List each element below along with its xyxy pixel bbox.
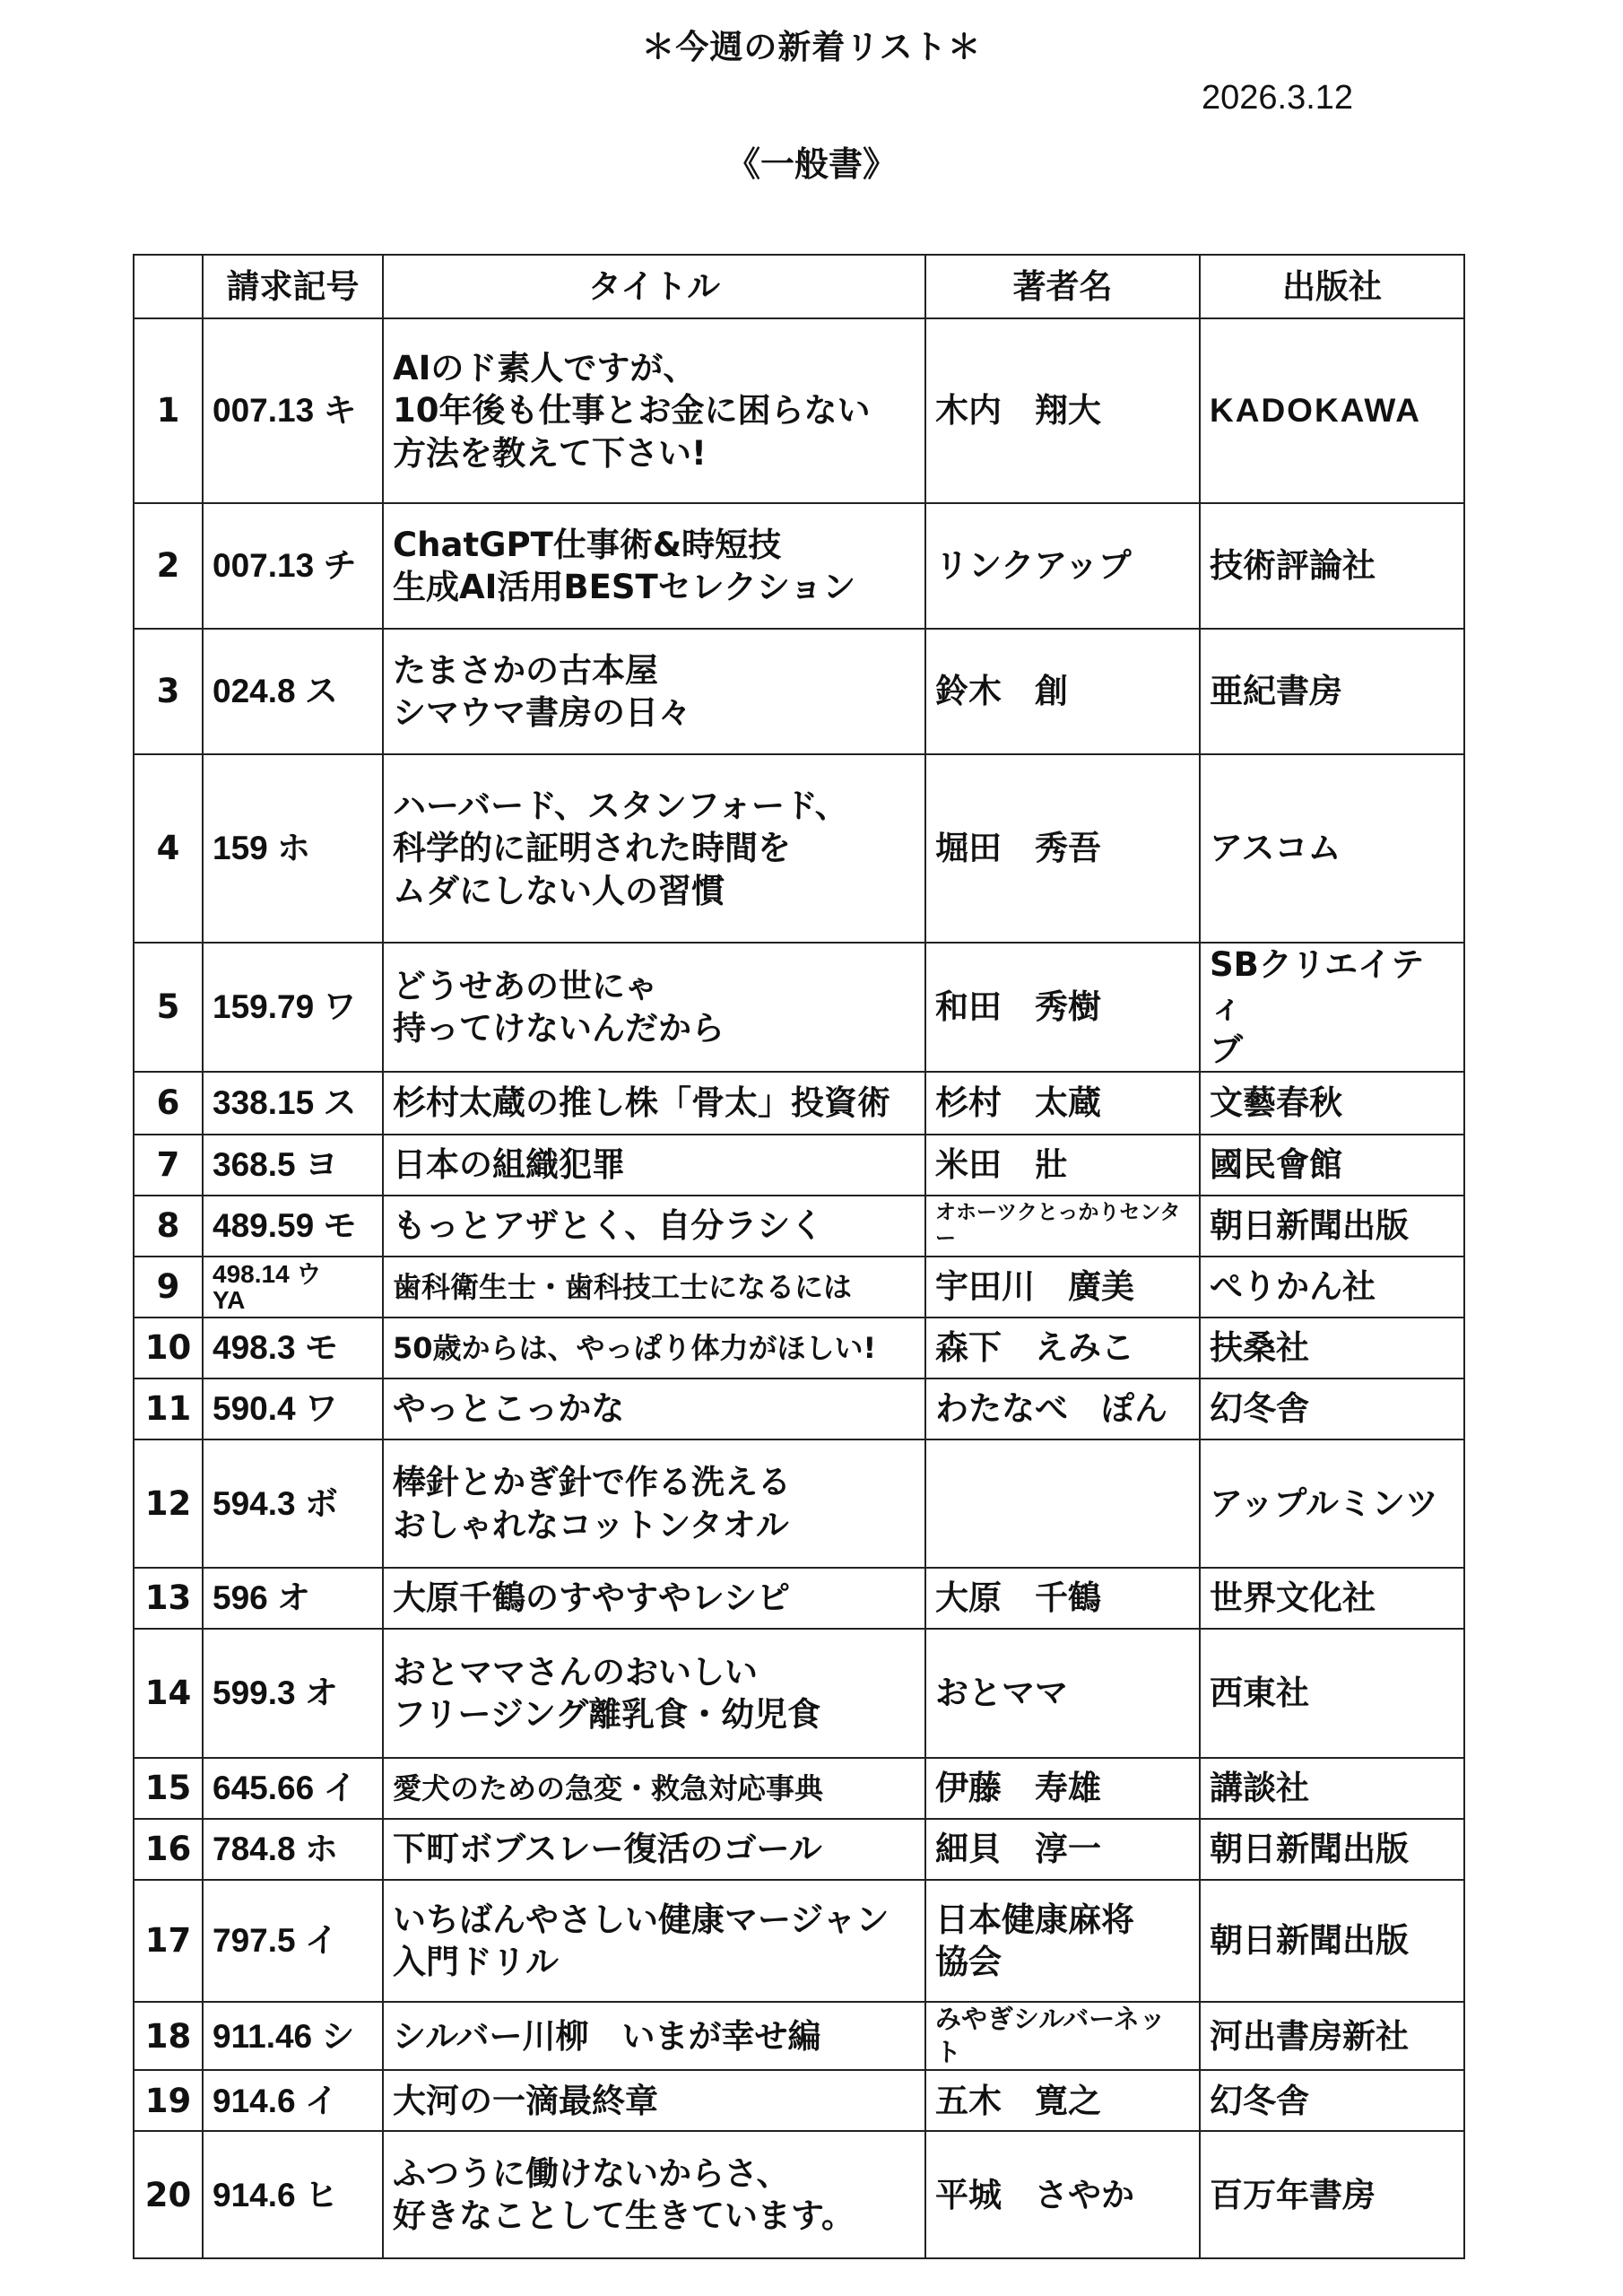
table-row (134, 1378, 1464, 1439)
row-number: 18 (134, 2002, 203, 2070)
book-publisher: 西東社 (1200, 1629, 1464, 1758)
table-row (134, 1758, 1464, 1819)
book-title: 愛犬のための急変・救急対応事典 (383, 1758, 925, 1819)
table-row (134, 754, 1464, 943)
book-publisher: ぺりかん社 (1200, 1257, 1464, 1318)
row-number: 7 (134, 1135, 203, 1196)
book-author: リンクアップ (925, 503, 1200, 629)
book-title: 50歳からは、やっぱり体力がほしい! (383, 1318, 925, 1378)
book-author: 細貝 淳一 (925, 1819, 1200, 1880)
book-title: 大原千鶴のすやすやレシピ (383, 1568, 925, 1629)
call-number: 914.6 イ (203, 2070, 383, 2131)
call-number: 159 ホ (203, 754, 383, 943)
table-row (134, 1819, 1464, 1880)
table-row (134, 1072, 1464, 1135)
call-number: 911.46 シ (203, 2002, 383, 2070)
book-publisher: 技術評論社 (1200, 503, 1464, 629)
row-number: 11 (134, 1378, 203, 1439)
table-row (134, 318, 1464, 503)
call-number: 596 オ (203, 1568, 383, 1629)
book-publisher: SBクリエイティ ブ (1200, 943, 1464, 1072)
row-number: 9 (134, 1257, 203, 1318)
book-title: 大河の一滴最終章 (383, 2070, 925, 2131)
call-number: 914.6 ヒ (203, 2131, 383, 2258)
call-number: 594.3 ボ (203, 1439, 383, 1568)
row-number: 16 (134, 1819, 203, 1880)
table-row (134, 1257, 1464, 1318)
row-number: 19 (134, 2070, 203, 2131)
table-row (134, 503, 1464, 629)
table-row (134, 943, 1464, 1072)
book-author (925, 1439, 1200, 1568)
table-row (134, 1196, 1464, 1257)
table-row (134, 1318, 1464, 1378)
row-number: 20 (134, 2131, 203, 2258)
table-row (134, 629, 1464, 754)
book-title: 歯科衛生士・歯科技工士になるには (383, 1257, 925, 1318)
book-publisher: 幻冬舎 (1200, 1378, 1464, 1439)
document-date: 2026.3.12 (1202, 79, 1354, 117)
row-number: 4 (134, 754, 203, 943)
table-row (134, 1439, 1464, 1568)
book-title: おとママさんのおいしい フリージング離乳食・幼児食 (383, 1629, 925, 1758)
book-title: たまさかの古本屋 シマウマ書房の日々 (383, 629, 925, 754)
call-number: 024.8 ス (203, 629, 383, 754)
book-title: どうせあの世にゃ 持ってけないんだから (383, 943, 925, 1072)
call-number: 007.13 チ (203, 503, 383, 629)
book-title: ChatGPT仕事術&時短技 生成AI活用BESTセレクション (383, 503, 925, 629)
call-number: 489.59 モ (203, 1196, 383, 1257)
column-header-title: タイトル (383, 255, 925, 318)
book-author: 平城 さやか (925, 2131, 1200, 2258)
row-number: 3 (134, 629, 203, 754)
row-number: 13 (134, 1568, 203, 1629)
book-author: 伊藤 寿雄 (925, 1758, 1200, 1819)
row-number: 6 (134, 1072, 203, 1135)
book-author: おとママ (925, 1629, 1200, 1758)
book-author: 杉村 太蔵 (925, 1072, 1200, 1135)
book-title: ふつうに働けないからさ、 好きなことして生きています。 (383, 2131, 925, 2258)
call-number: 368.5 ヨ (203, 1135, 383, 1196)
book-author: 和田 秀樹 (925, 943, 1200, 1072)
table-row (134, 1568, 1464, 1629)
column-header-call-number: 請求記号 (203, 255, 383, 318)
book-author: 木内 翔大 (925, 318, 1200, 503)
book-title: ハーバード、スタンフォード、 科学的に証明された時間を ムダにしない人の習慣 (383, 754, 925, 943)
book-publisher: 世界文化社 (1200, 1568, 1464, 1629)
book-author: 五木 寛之 (925, 2070, 1200, 2131)
book-publisher: 河出書房新社 (1200, 2002, 1464, 2070)
book-author: 堀田 秀吾 (925, 754, 1200, 943)
book-author: 宇田川 廣美 (925, 1257, 1200, 1318)
call-number: 784.8 ホ (203, 1819, 383, 1880)
book-title: シルバー川柳 いまが幸せ編 (383, 2002, 925, 2070)
book-author: 鈴木 創 (925, 629, 1200, 754)
book-author: 米田 壯 (925, 1135, 1200, 1196)
section-title: 《一般書》 (725, 144, 897, 184)
book-publisher: 扶桑社 (1200, 1318, 1464, 1378)
table-header-row (134, 255, 1464, 318)
call-number: 159.79 ワ (203, 943, 383, 1072)
book-author: 日本健康麻将 協会 (925, 1880, 1200, 2002)
book-title: 日本の組織犯罪 (383, 1135, 925, 1196)
row-number: 8 (134, 1196, 203, 1257)
table-row (134, 2002, 1464, 2070)
book-title: 棒針とかぎ針で作る洗える おしゃれなコットンタオル (383, 1439, 925, 1568)
table-row (134, 2070, 1464, 2131)
book-title: 杉村太蔵の推し株「骨太」投資術 (383, 1072, 925, 1135)
book-publisher: 亜紀書房 (1200, 629, 1464, 754)
row-number: 10 (134, 1318, 203, 1378)
book-author: 大原 千鶴 (925, 1568, 1200, 1629)
call-number: 338.15 ス (203, 1072, 383, 1135)
book-publisher: アスコム (1200, 754, 1464, 943)
row-number: 12 (134, 1439, 203, 1568)
book-publisher: 朝日新聞出版 (1200, 1819, 1464, 1880)
call-number: 007.13 キ (203, 318, 383, 503)
book-publisher: 百万年書房 (1200, 2131, 1464, 2258)
book-title: 下町ボブスレー復活のゴール (383, 1819, 925, 1880)
book-publisher: 文藝春秋 (1200, 1072, 1464, 1135)
book-title: AIのド素人ですが、 10年後も仕事とお金に困らない 方法を教えて下さい! (383, 318, 925, 503)
row-number: 14 (134, 1629, 203, 1758)
book-author: オホーツクとっかりセンター (925, 1196, 1200, 1257)
column-header-publisher: 出版社 (1200, 255, 1464, 318)
row-number: 15 (134, 1758, 203, 1819)
new-books-table (133, 254, 1465, 2259)
table-row (134, 2131, 1464, 2258)
call-number: 645.66 イ (203, 1758, 383, 1819)
book-author: みやぎシルバーネット (925, 2002, 1200, 2070)
book-title: いちばんやさしい健康マージャン 入門ドリル (383, 1880, 925, 2002)
book-author: わたなべ ぽん (925, 1378, 1200, 1439)
table-row (134, 1135, 1464, 1196)
call-number: 498.3 モ (203, 1318, 383, 1378)
book-publisher: アップルミンツ (1200, 1439, 1464, 1568)
page-title: ＊今週の新着リスト＊ (641, 28, 982, 66)
book-publisher: 朝日新聞出版 (1200, 1196, 1464, 1257)
column-header-number (134, 255, 203, 318)
call-number: 590.4 ワ (203, 1378, 383, 1439)
row-number: 5 (134, 943, 203, 1072)
book-title: もっとアザとく、自分ラシく (383, 1196, 925, 1257)
call-number: 498.14 ウ YA (203, 1257, 383, 1318)
book-publisher: 幻冬舎 (1200, 2070, 1464, 2131)
call-number: 797.5 イ (203, 1880, 383, 2002)
book-title: やっとこっかな (383, 1378, 925, 1439)
row-number: 17 (134, 1880, 203, 2002)
book-publisher: 朝日新聞出版 (1200, 1880, 1464, 2002)
book-publisher: 講談社 (1200, 1758, 1464, 1819)
column-header-author: 著者名 (925, 255, 1200, 318)
book-publisher: 國民會館 (1200, 1135, 1464, 1196)
call-number: 599.3 オ (203, 1629, 383, 1758)
book-author: 森下 えみこ (925, 1318, 1200, 1378)
table-row (134, 1629, 1464, 1758)
row-number: 2 (134, 503, 203, 629)
table-row (134, 1880, 1464, 2002)
row-number: 1 (134, 318, 203, 503)
book-publisher: KADOKAWA (1200, 318, 1464, 503)
